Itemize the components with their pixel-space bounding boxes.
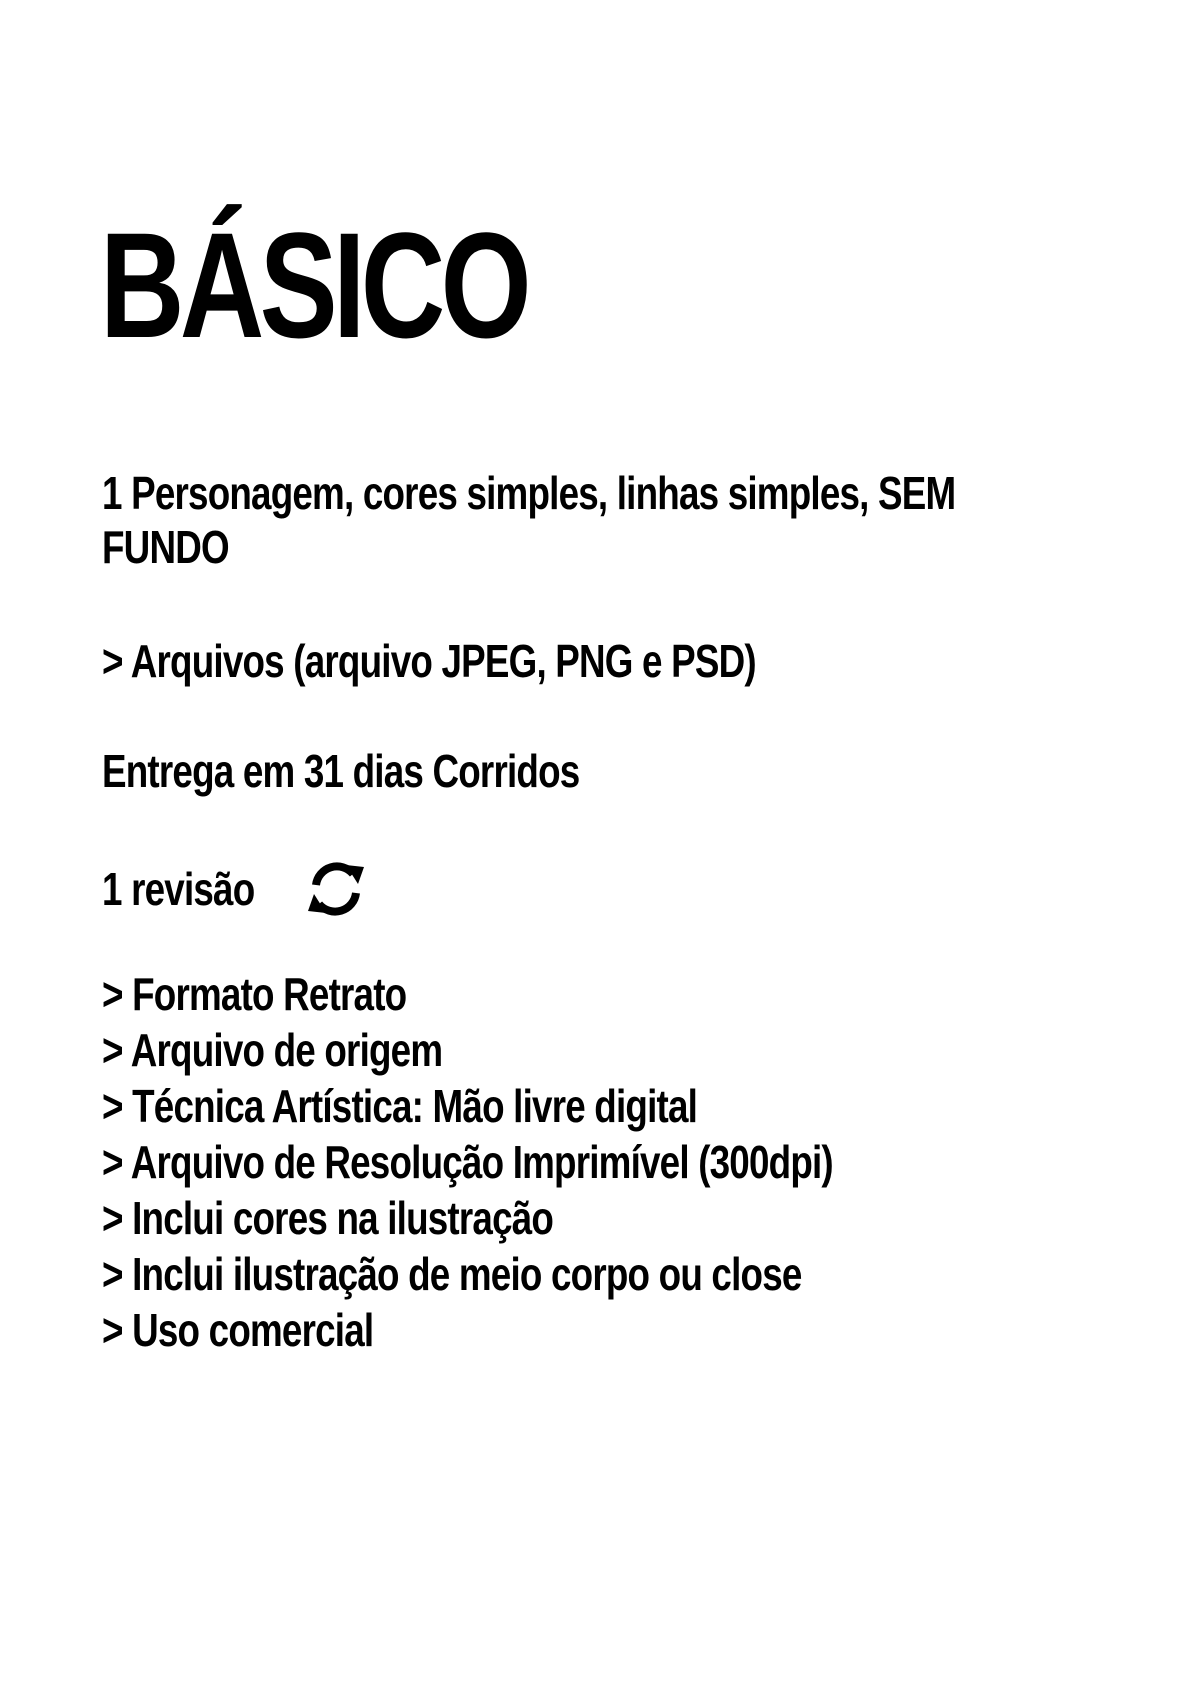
revision-row — [102, 854, 370, 924]
feature-item: > Uso comercial — [102, 1304, 374, 1356]
plan-title: BÁSICO — [100, 201, 527, 369]
feature-item: > Técnica Artística: Mão livre digital — [102, 1080, 698, 1132]
refresh-icon — [302, 855, 370, 923]
plan-description-line2: FUNDO — [102, 521, 229, 573]
revision-label: 1 revisão — [102, 863, 255, 915]
feature-item: > Arquivo de origem — [102, 1024, 443, 1076]
feature-item: > Inclui ilustração de meio corpo ou close — [102, 1248, 802, 1300]
feature-item: > Formato Retrato — [102, 968, 407, 1020]
plan-description — [102, 466, 955, 574]
feature-item: > Arquivo de Resolução Imprimível (300dpi) — [102, 1136, 833, 1188]
feature-list — [102, 966, 1016, 1358]
file-formats: > Arquivos (arquivo JPEG, PNG e PSD) — [102, 635, 756, 687]
feature-item: > Inclui cores na ilustração — [102, 1192, 554, 1244]
delivery-time: Entrega em 31 dias Corridos — [102, 745, 580, 797]
plan-description-line1: 1 Personagem, cores simples, linhas simples, SEM — [102, 467, 956, 519]
